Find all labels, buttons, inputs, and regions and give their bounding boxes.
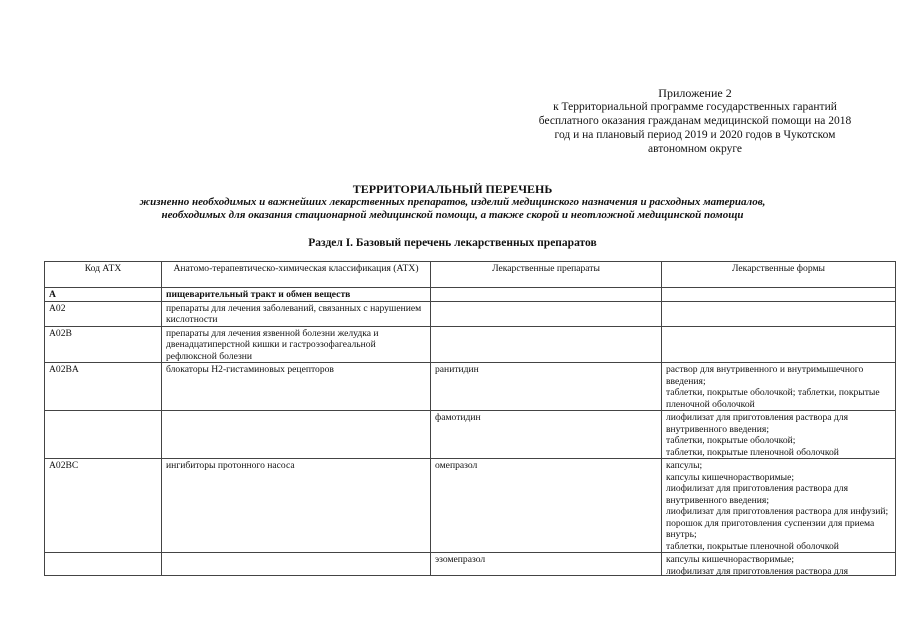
table-row <box>45 301 896 326</box>
subtitle-line: жизненно необходимых и важнейших лекарственных препаратов, изделий медицинского назначения и расходных материалов, <box>139 196 766 208</box>
drug-cell <box>431 326 662 363</box>
forms-cell <box>662 301 896 326</box>
table-row <box>45 411 896 459</box>
document-title: ТЕРРИТОРИАЛЬНЫЙ ПЕРЕЧЕНЬ <box>352 182 553 196</box>
drug-cell: ранитидин <box>431 363 662 411</box>
appendix-line: автономном округе <box>647 143 743 155</box>
form-line: капсулы кишечнорастворимые; <box>666 471 795 483</box>
atc-code-cell: A02B <box>45 326 162 363</box>
form-line: лиофилизат для приготовления раствора для <box>666 565 848 575</box>
drug-table <box>44 261 896 576</box>
header-atc-code: Код АТХ <box>45 262 162 288</box>
form-line: таблетки, покрытые оболочкой; таблетки, покрытые пленочной оболочкой <box>666 387 880 410</box>
table-row <box>45 326 896 363</box>
forms-cell <box>662 326 896 363</box>
table-row <box>45 288 896 302</box>
atc-class-cell: ингибиторы протонного насоса <box>162 459 431 553</box>
appendix-header <box>500 86 890 156</box>
section-heading: Раздел I. Базовый перечень лекарственных препаратов <box>308 237 597 249</box>
appendix-heading: Приложение 2 <box>658 86 732 100</box>
atc-class-cell: блокаторы H2-гистаминовых рецепторов <box>162 363 431 411</box>
drug-cell: эзомепразол <box>431 553 662 576</box>
form-line: капсулы; <box>666 460 703 471</box>
drug-cell: омепразол <box>431 459 662 553</box>
form-line: лиофилизат для приготовления раствора для инфузий; <box>666 506 889 517</box>
document-subtitle <box>0 196 905 222</box>
form-line: таблетки, покрытые пленочной оболочкой <box>666 540 839 552</box>
drug-cell <box>431 288 662 302</box>
atc-class-cell <box>162 553 431 576</box>
table-body <box>45 288 896 576</box>
forms-cell <box>662 553 896 576</box>
header-forms: Лекарственные формы <box>662 262 896 288</box>
atc-code-cell: A02BC <box>45 459 162 553</box>
appendix-line: к Территориальной программе государственных гарантий <box>553 101 837 113</box>
drug-cell <box>431 301 662 326</box>
forms-cell <box>662 411 896 459</box>
atc-class-cell: препараты для лечения заболеваний, связанных с нарушением кислотности <box>162 301 431 326</box>
form-line: капсулы кишечнорастворимые; <box>666 554 795 565</box>
appendix-line: год и на плановый период 2019 и 2020 годов в Чукотском <box>554 129 836 141</box>
appendix-line: бесплатного оказания гражданам медицинской помощи на 2018 <box>538 115 852 127</box>
form-line: лиофилизат для приготовления раствора для внутривенного введения; <box>666 412 848 435</box>
header-atc-classification: Анатомо-терапевтическо-химическая классификация (АТХ) <box>162 262 431 288</box>
atc-code-cell: A02BA <box>45 363 162 411</box>
form-line: порошок для приготовления суспензии для приема внутрь; <box>666 517 875 540</box>
header-drugs: Лекарственные препараты <box>431 262 662 288</box>
atc-class-cell: препараты для лечения язвенной болезни желудка и двенадцатиперстной кишки и гастроэзофагеальной рефлюксной болезни <box>162 326 431 363</box>
form-line: таблетки, покрытые пленочной оболочкой <box>666 446 839 458</box>
form-line: таблетки, покрытые оболочкой; <box>666 435 796 446</box>
forms-cell <box>662 288 896 302</box>
table-row <box>45 459 896 553</box>
atc-class-cell: пищеварительный тракт и обмен веществ <box>162 288 431 302</box>
atc-code-cell: А <box>45 288 162 302</box>
drug-cell: фамотидин <box>431 411 662 459</box>
forms-cell <box>662 363 896 411</box>
atc-class-cell <box>162 411 431 459</box>
atc-code-cell <box>45 553 162 576</box>
atc-code-cell <box>45 411 162 459</box>
table-row <box>45 553 896 576</box>
forms-cell <box>662 459 896 553</box>
table-row <box>45 363 896 411</box>
table-header-row <box>45 262 896 288</box>
subtitle-line: необходимых для оказания стационарной медицинской помощи, а также скорой и неотложной медицинской помощи <box>161 209 744 221</box>
form-line: раствор для внутривенного и внутримышечного введения; <box>666 364 864 387</box>
form-line: лиофилизат для приготовления раствора для внутривенного введения; <box>666 483 848 506</box>
atc-code-cell: A02 <box>45 301 162 326</box>
